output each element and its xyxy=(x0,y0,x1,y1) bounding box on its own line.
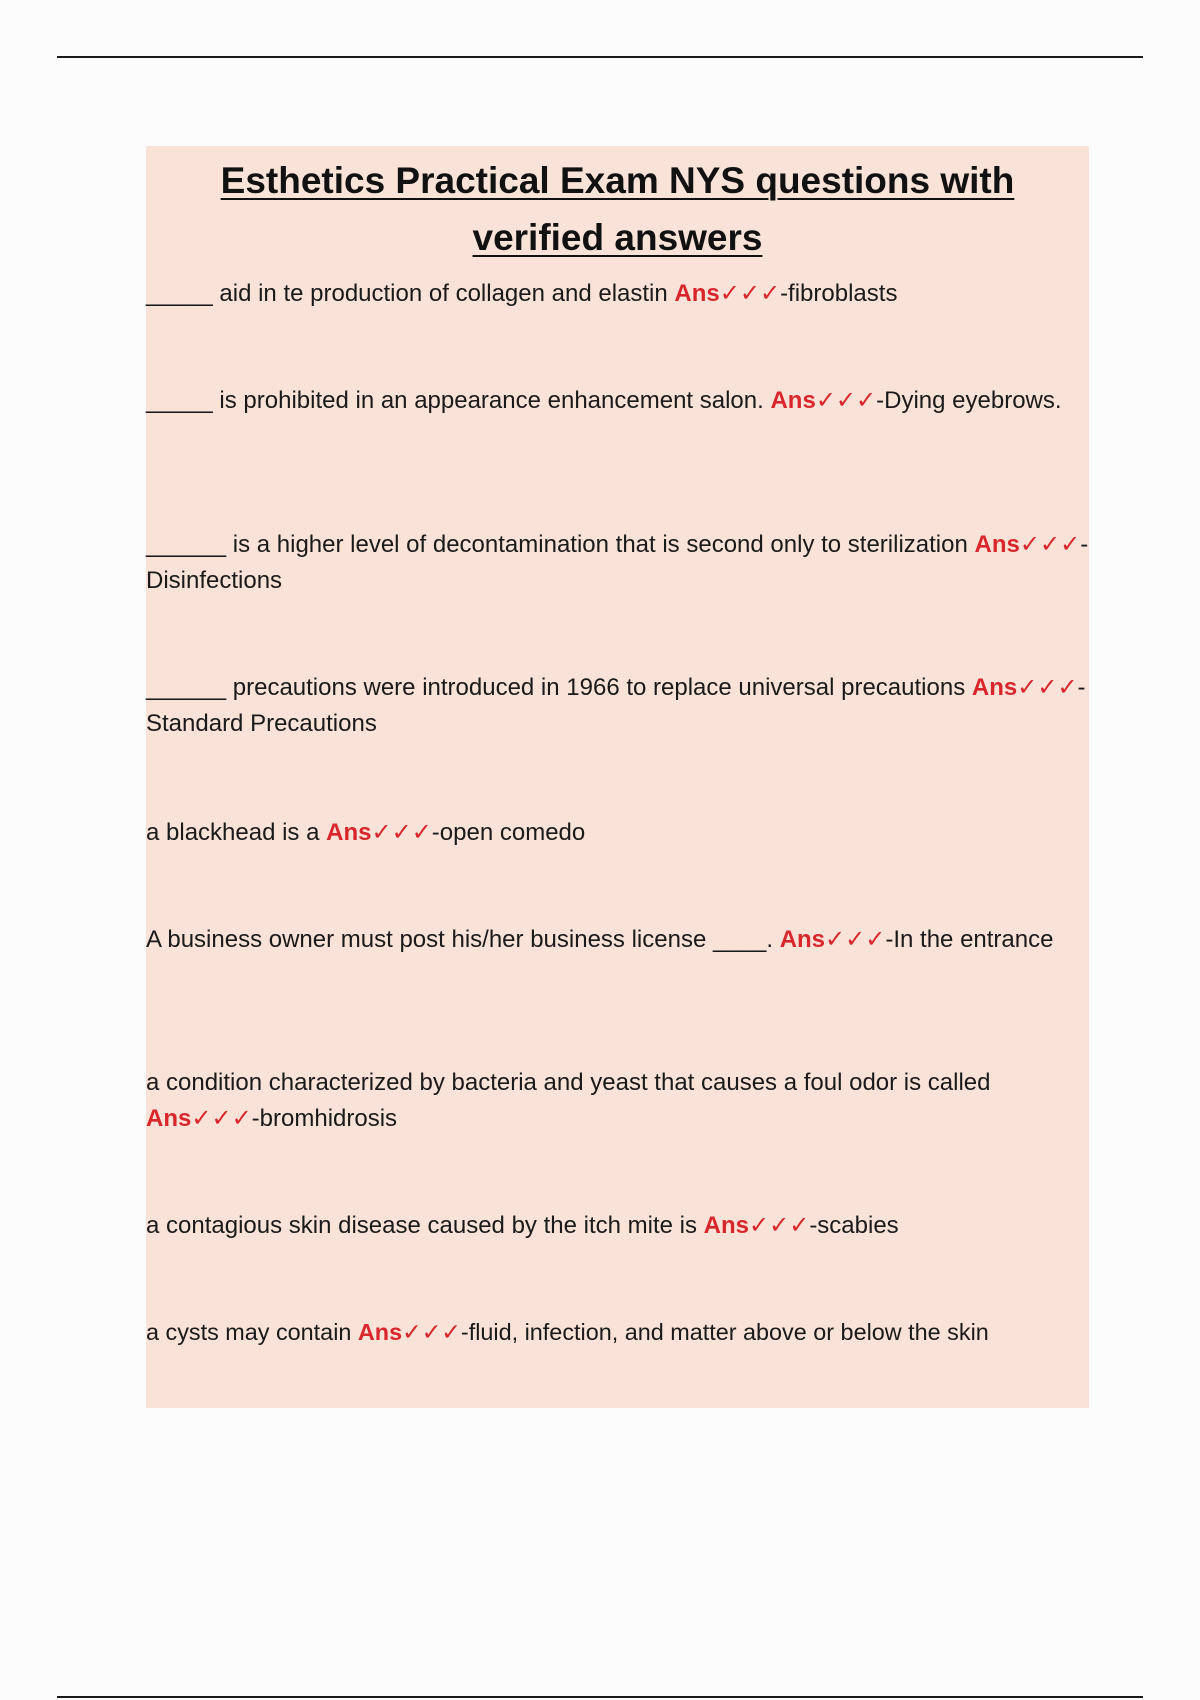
answer-marker: Ans xyxy=(971,674,1018,701)
qa-item-3 xyxy=(146,527,1106,599)
qa-item-8 xyxy=(146,1208,1106,1244)
qa-item-5 xyxy=(146,815,1106,851)
question-text: a blackhead is a xyxy=(146,819,327,846)
answer-text: -Disinfections xyxy=(146,531,1089,594)
check-marks-icon: ✓✓✓ xyxy=(191,1105,252,1132)
qa-item-6 xyxy=(146,922,1106,958)
qa-item-4 xyxy=(146,670,1106,742)
check-marks-icon: ✓✓✓ xyxy=(371,819,432,846)
answer-marker: Ans xyxy=(974,531,1020,558)
check-marks-icon: ✓✓✓ xyxy=(1019,531,1081,558)
question-text: _____ is prohibited in an appearance enhancement salon. xyxy=(146,387,771,414)
answer-text: -fibroblasts xyxy=(780,280,898,307)
answer-marker: Ans xyxy=(770,387,816,414)
question-text: _____ aid in te production of collagen and elastin xyxy=(146,280,675,307)
answer-marker: Ans xyxy=(779,926,826,953)
question-text: a contagious skin disease caused by the itch mite is xyxy=(146,1212,704,1239)
question-text: A business owner must post his/her business license ____. xyxy=(146,926,780,953)
check-marks-icon: ✓✓✓ xyxy=(825,926,886,953)
answer-text: -fluid, infection, and matter above or below the skin xyxy=(460,1319,989,1346)
answer-text: -Dying eyebrows. xyxy=(876,387,1062,414)
answer-marker: Ans xyxy=(703,1212,749,1239)
answer-marker: Ans xyxy=(146,1105,192,1132)
qa-item-1 xyxy=(146,276,1106,312)
qa-item-7 xyxy=(146,1065,1106,1137)
qa-item-9 xyxy=(146,1314,1106,1350)
question-text: ______ precautions were introduced in 1966 to replace universal precautions xyxy=(146,674,972,701)
answer-text: -Standard Precautions xyxy=(146,674,1086,737)
header-rule xyxy=(57,56,1143,58)
answer-text: -scabies xyxy=(809,1212,899,1239)
question-text: a cysts may contain xyxy=(146,1319,358,1346)
question-text: ______ is a higher level of decontamination that is second only to sterilization xyxy=(146,531,975,558)
qa-item-2 xyxy=(146,383,1106,419)
check-marks-icon: ✓✓✓ xyxy=(815,387,877,414)
answer-text: -In the entrance xyxy=(885,926,1054,953)
check-marks-icon: ✓✓✓ xyxy=(402,1319,461,1346)
document-title: Esthetics Practical Exam NYS questions with verified answers xyxy=(220,160,1015,258)
answer-marker: Ans xyxy=(357,1319,403,1346)
answer-text: -bromhidrosis xyxy=(251,1105,398,1132)
footer-rule xyxy=(57,1696,1143,1698)
highlighted-content-block xyxy=(146,146,1089,1408)
check-marks-icon: ✓✓✓ xyxy=(719,280,781,307)
answer-text: -open comedo xyxy=(431,819,586,846)
question-text: a condition characterized by bacteria and yeast that causes a foul odor is called xyxy=(146,1069,991,1096)
check-marks-icon: ✓✓✓ xyxy=(1017,674,1078,701)
answer-marker: Ans xyxy=(326,819,372,846)
check-marks-icon: ✓✓✓ xyxy=(748,1212,810,1239)
answer-marker: Ans xyxy=(674,280,720,307)
